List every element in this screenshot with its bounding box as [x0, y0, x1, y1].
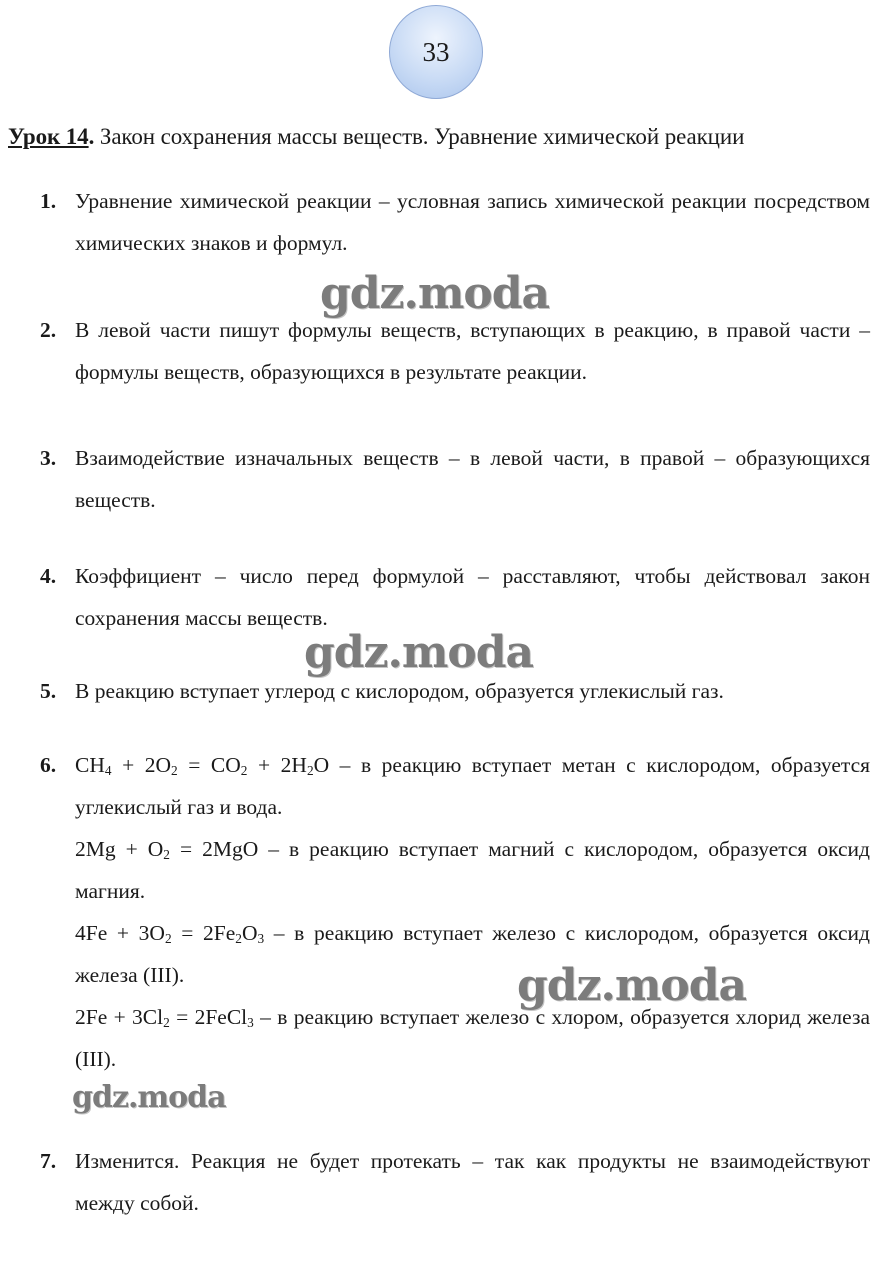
reaction-iron-oxygen: $4Fe + 3O_2 = 2Fe_2O_3 - в$ реакцию вступает железо с кислородом, образуется оксид железа (III).: [75, 921, 870, 987]
item-number: 4.: [40, 564, 57, 588]
item-text: Изменится. Реакция не будет протекать – так как продукты не взаимодействуют между собой.: [75, 1149, 870, 1215]
item-text: Уравнение химической реакции – условная запись химической реакции посредством химических знаков и формул.: [75, 189, 870, 255]
answer-item-7: [40, 1140, 870, 1224]
lesson-title: Закон сохранения массы веществ. Уравнение химической реакции: [94, 124, 745, 149]
answer-item-2: [40, 309, 870, 393]
item-number: 1.: [40, 189, 57, 213]
reaction-methane: $CH_4 + 2O_2 = CO_2 + 2H_2O - в$ реакцию вступает метан с кислородом, образуется углекислый газ и вода.: [75, 753, 871, 819]
reaction-iron-chlorine: $2Fe + 3Cl_2$ = 2FeCl$_3$ – в реакцию вступает железо с хлором, образуется хлорид железа (III).: [75, 1005, 870, 1071]
item-number: 7.: [40, 1149, 57, 1173]
answer-item-6: [40, 744, 870, 1080]
watermark: gdz.moda: [72, 1080, 226, 1115]
item-number: 6.: [40, 753, 57, 777]
item-number: 3.: [40, 446, 57, 470]
watermark: gdz.moda: [320, 268, 550, 319]
lesson-heading: [8, 124, 878, 150]
page-number-badge: [389, 5, 483, 99]
item-text: Взаимодействие изначальных веществ – в левой части, в правой – образующихся веществ.: [75, 446, 870, 512]
item-text: Коэффициент – число перед формулой – расставляют, чтобы действовал закон сохранения массы веществ.: [75, 564, 870, 630]
page-number: 33: [422, 36, 450, 67]
item-text: В реакцию вступает углерод с кислородом, образуется углекислый газ.: [75, 679, 724, 703]
item-number: 2.: [40, 318, 57, 342]
watermark: gdz.moda: [304, 627, 534, 678]
lesson-dot: .: [88, 124, 95, 149]
watermark: gdz.moda: [517, 960, 747, 1011]
item-text: В левой части пишут формулы веществ, вступающих в реакцию, в правой части – формулы веществ, образующихся в результате реакции.: [75, 318, 870, 384]
answer-item-3: [40, 437, 870, 521]
reaction-magnesium: $2Mg + O_2 = 2MgO - в$ реакцию вступает магний с кислородом, образуется оксид магния.: [75, 837, 870, 903]
lesson-number: Урок 14: [8, 124, 89, 149]
answer-item-1: [40, 180, 870, 264]
item-number: 5.: [40, 679, 57, 703]
